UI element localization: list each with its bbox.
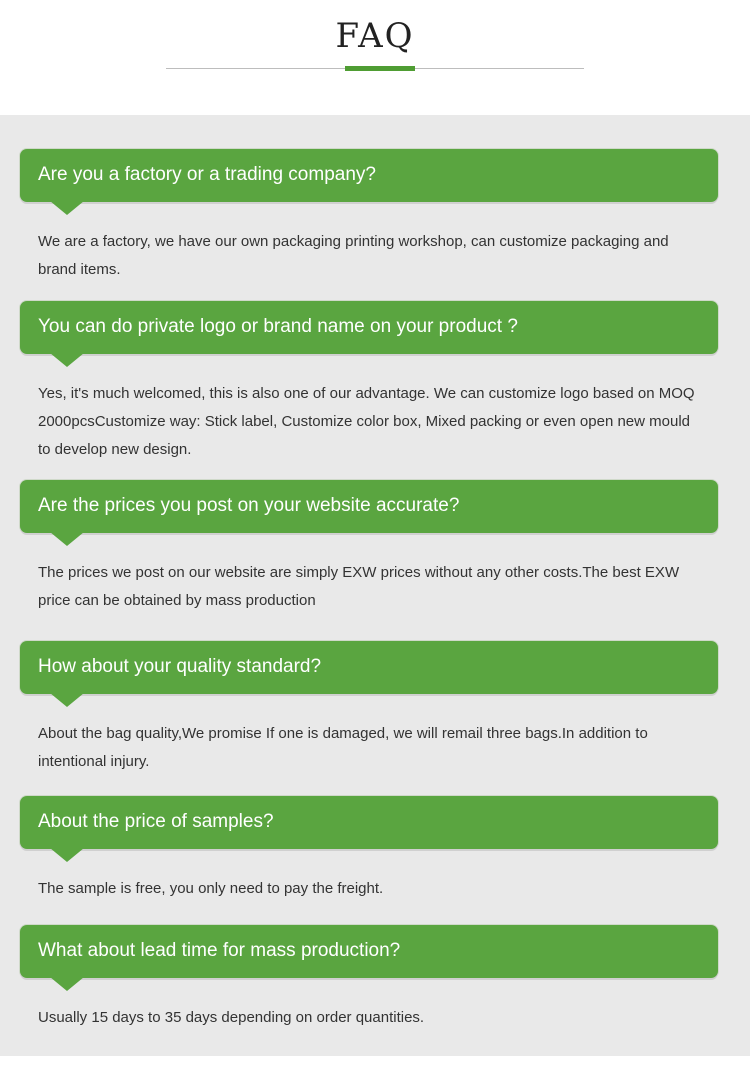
title-accent-bar: [345, 66, 415, 71]
question-text: Are the prices you post on your website accurate?: [38, 495, 460, 516]
answer-text: The prices we post on our website are simply EXW prices without any other costs.The best EXW price can be obtained by mass production: [38, 564, 680, 609]
answer-text: Yes, it's much welcomed, this is also one of our advantage. We can customize logo based on MOQ 2000pcsCustomize way: Stick label, Customize color box, Mixed packing or even open new mould to develop new design.: [38, 385, 695, 458]
faq-header: [0, 0, 750, 115]
question-bar: [20, 641, 718, 694]
page-footer: [0, 1056, 750, 1085]
question-bar: [20, 480, 718, 533]
faq-item: [20, 925, 718, 1032]
faq-panel: [0, 115, 750, 1056]
page-title: FAQ: [335, 16, 415, 56]
faq-item: [20, 149, 718, 284]
question-text: How about your quality standard?: [38, 656, 322, 677]
faq-item: [20, 796, 718, 903]
answer-text: The sample is free, you only need to pay the freight.: [38, 880, 384, 897]
question-text: About the price of samples?: [38, 811, 274, 832]
faq-item: [20, 480, 718, 615]
question-text: You can do private logo or brand name on your product ?: [38, 316, 518, 337]
question-text: Are you a factory or a trading company?: [38, 164, 376, 185]
faq-item: [20, 301, 718, 464]
question-bar: [20, 796, 718, 849]
question-text: What about lead time for mass production?: [38, 940, 401, 961]
faq-item: [20, 641, 718, 776]
answer-text: Usually 15 days to 35 days depending on order quantities.: [38, 1009, 425, 1026]
question-bar: [20, 301, 718, 354]
answer-text: We are a factory, we have our own packaging printing workshop, can customize packaging and brand items.: [38, 233, 669, 278]
question-bar: [20, 925, 718, 978]
question-bar: [20, 149, 718, 202]
answer-text: About the bag quality,We promise If one is damaged, we will remail three bags.In addition to intentional injury.: [38, 725, 648, 770]
